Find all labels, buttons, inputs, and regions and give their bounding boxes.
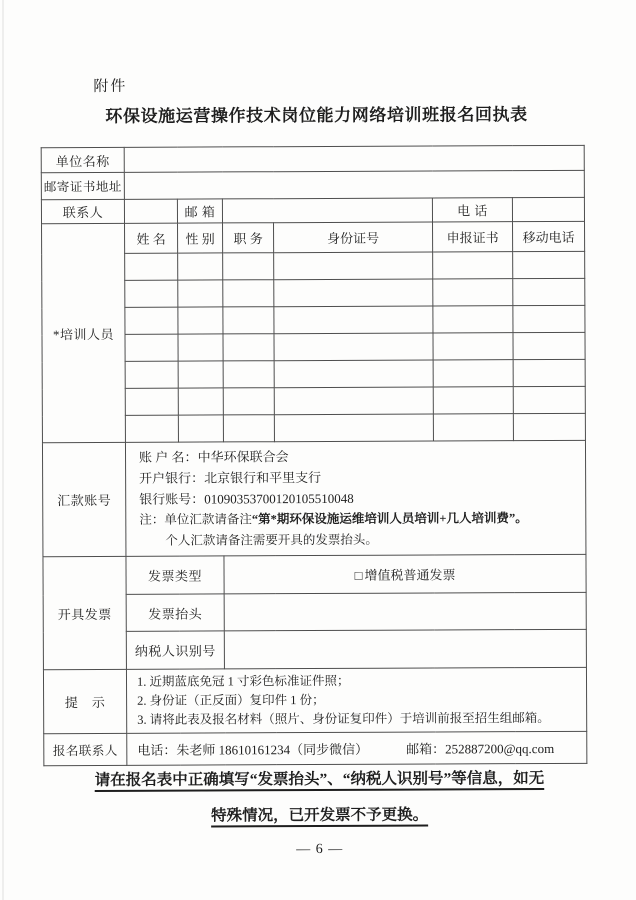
page-number: — 6 — xyxy=(296,841,344,858)
trainee-cell xyxy=(513,305,585,332)
col-name: 姓 名 xyxy=(125,223,178,253)
account-name-line xyxy=(139,445,579,468)
phone-field xyxy=(512,197,584,221)
trainee-cell xyxy=(178,253,223,280)
remittance-content xyxy=(125,440,586,556)
trainee-cell xyxy=(178,334,223,361)
trainee-cell xyxy=(433,279,513,306)
trainee-cell xyxy=(125,280,178,307)
trainee-cell xyxy=(178,361,223,388)
contact-row xyxy=(41,197,584,223)
mailing-address-label: 邮寄证书地址 xyxy=(41,172,124,199)
trainee-cell xyxy=(513,413,585,440)
trainee-cell xyxy=(274,333,433,361)
taxpayer-id-label: 纳税人识别号 xyxy=(126,631,224,669)
contact-label: 联系人 xyxy=(41,199,124,223)
trainee-cell xyxy=(125,415,178,442)
trainee-cell xyxy=(223,415,274,442)
bank-label: 开户银行： xyxy=(139,470,205,486)
trainee-cell xyxy=(274,360,433,388)
trainee-cell xyxy=(513,332,585,359)
note-bold: “第*期环保设施运维培训人员培训+几人培训费”。 xyxy=(251,511,528,527)
trainee-cell xyxy=(223,280,274,307)
tips-row xyxy=(43,667,586,733)
account-no-value: 01090353700120105510048 xyxy=(204,490,354,507)
trainee-cell xyxy=(125,361,178,388)
trainee-cell xyxy=(125,253,178,280)
trainee-cell xyxy=(125,307,178,334)
footer-note-line2: 特殊情况，已开发票不予更换。 xyxy=(211,806,429,825)
trainee-cell xyxy=(223,334,274,361)
trainee-cell xyxy=(274,414,433,442)
registration-table xyxy=(41,145,588,766)
trainee-cell xyxy=(274,306,433,334)
trainee-cell xyxy=(433,306,513,333)
trainee-cell xyxy=(125,334,178,361)
bank-value: 北京银行和平里支行 xyxy=(204,469,322,486)
invoice-label: 开具发票 xyxy=(43,556,126,669)
trainee-cell xyxy=(274,279,433,307)
trainee-cell xyxy=(433,414,513,441)
trainee-header-row xyxy=(42,221,585,253)
account-name-value: 中华环保联合会 xyxy=(197,449,289,465)
contact-phone-text: 电话：朱老师 18610161234（同步微信） xyxy=(137,741,369,758)
trainee-cell xyxy=(513,278,585,305)
invoice-type-value xyxy=(224,554,586,594)
email-label: 邮 箱 xyxy=(177,199,222,223)
tips-content xyxy=(126,667,586,733)
trainee-cell xyxy=(274,252,433,280)
trainee-cell xyxy=(433,333,513,360)
trainee-cell xyxy=(178,415,223,442)
checkbox-icon: □ xyxy=(354,567,363,583)
trainee-cell xyxy=(223,388,274,415)
trainee-cell xyxy=(513,359,585,386)
trainee-cell xyxy=(433,252,513,279)
contact-field xyxy=(124,199,177,223)
remit-note-line2: 个人汇款请备注需要开具的发票抬头。 xyxy=(165,532,378,548)
col-gender: 性 别 xyxy=(178,223,223,253)
trainee-cell xyxy=(433,387,513,414)
trainee-cell xyxy=(178,388,223,415)
tip-item-3: 3. 请将此表及报名材料（照片、身份证复印件）于培训前报至招生组邮箱。 xyxy=(137,710,550,727)
remittance-row xyxy=(42,440,586,556)
unit-name-row xyxy=(41,145,584,172)
trainee-cell xyxy=(223,361,274,388)
footer-note-line1: 请在报名表中正确填写“发票抬头”、“纳税人识别号”等信息，如无 xyxy=(94,770,545,789)
invoice-type-text: 增值税普通发票 xyxy=(364,567,456,583)
tips-label: 提 示 xyxy=(43,669,126,733)
col-position: 职 务 xyxy=(223,223,274,253)
trainee-cell xyxy=(433,360,513,387)
unit-name-label: 单位名称 xyxy=(41,147,124,172)
mailing-address-row xyxy=(41,170,584,199)
email-field xyxy=(222,198,432,223)
note-prefix: 注：单位汇款请备注 xyxy=(139,512,252,527)
remit-note-line1 xyxy=(139,508,579,531)
mailing-address-field xyxy=(124,170,584,199)
account-name-label: 账 户 名： xyxy=(138,449,198,465)
invoice-title-label: 发票抬头 xyxy=(126,594,224,631)
trainee-cell xyxy=(274,387,433,415)
form-title: 环保设施运营操作技术岗位能力网络培训班报名回执表 xyxy=(105,105,528,126)
registration-contact-label: 报名联系人 xyxy=(44,733,127,765)
trainee-cell xyxy=(513,386,585,413)
trainee-cell xyxy=(513,251,585,278)
attachment-label: 附件 xyxy=(93,78,128,95)
invoice-type-row xyxy=(43,554,586,594)
trainee-cell xyxy=(223,253,274,280)
col-certificate: 申报证书 xyxy=(433,222,513,252)
contact-email-text: 邮箱：252887200@qq.com xyxy=(406,740,555,757)
trainee-cell xyxy=(178,307,223,334)
tip-item-2: 2. 身份证（正反面）复印件 1 份； xyxy=(137,692,325,708)
col-id-number: 身份证号 xyxy=(274,222,433,253)
col-mobile: 移动电话 xyxy=(513,221,585,251)
trainee-cell xyxy=(223,307,274,334)
phone-label: 电 话 xyxy=(432,198,512,222)
account-no-line xyxy=(139,487,579,510)
invoice-title-field xyxy=(224,592,586,631)
invoice-type-label: 发票类型 xyxy=(126,556,224,594)
tip-item-1: 1. 近期蓝底免冠 1 寸彩色标准证件照； xyxy=(136,673,350,689)
trainee-cell xyxy=(125,388,178,415)
remittance-label: 汇款账号 xyxy=(42,442,125,556)
footer-note xyxy=(1,761,636,836)
bank-line xyxy=(139,466,579,489)
account-no-label: 银行账号： xyxy=(139,491,205,507)
taxpayer-id-field xyxy=(224,629,586,669)
trainee-cell xyxy=(178,280,223,307)
trainees-label: *培训人员 xyxy=(42,223,126,442)
unit-name-field xyxy=(124,145,584,172)
